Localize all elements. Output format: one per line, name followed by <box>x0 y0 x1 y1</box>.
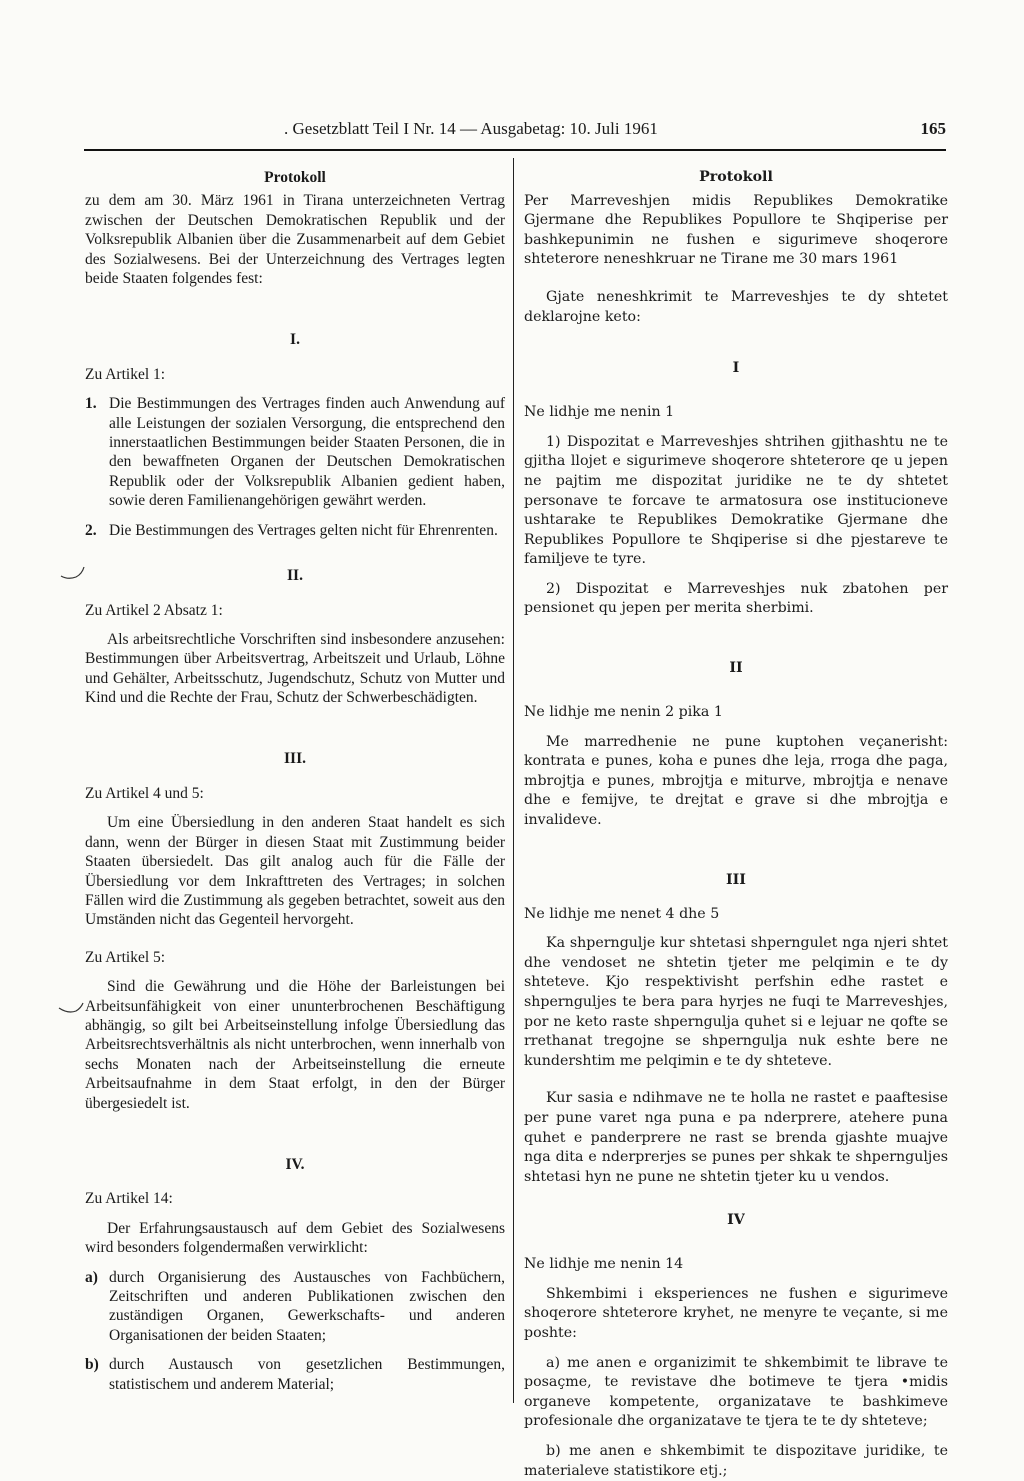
section-text-3: Ka shperngulje kur shtetasi shperngulet nga njeri shtet dhe vendoset ne shtetin tjeter me pelqimin e te dy shteteve. Kjo respektivisht perfshin edhe rastet e shpernguljes te bera para hyrjes ne fuqi te Marreveshjes, por ne keto raste shperngulja quhet si e lejuar ne qofte se rrethanat tregojne se shperngulja nuk eshte bere ne kundershtim me pelqimin e te dy shteteve. <box>524 935 948 1069</box>
section-heading-2: Ne lidhje me nenin 2 pika 1 <box>524 704 723 721</box>
item-text: a) me anen e organizimit te shkembimit te librave te posaçme, te revistave dhe botimeve te tjera •midis organeve kompetente, organizatave te bashkimeve profesionale dhe organizatave te tjera te te dy shteteve; <box>524 1354 948 1430</box>
section-heading-1: Zu Artikel 1: <box>85 365 166 383</box>
section-heading-4: Zu Artikel 14: <box>85 1190 173 1208</box>
list-item <box>85 521 505 540</box>
item-text: 2) Dispozitat e Marreveshjes nuk zbatohen per pensionet qu jepen per merita sherbimi. <box>524 580 948 617</box>
header-rule <box>84 149 946 151</box>
list-item <box>85 394 505 510</box>
section-text-2: Me marredhenie ne pune kuptohen veçanerisht: kontrata e punes, koha e punes dhe leja, rroga dhe paga, mbrojtja e punes, mbrojtja e miturve, mbrojtja e nenave dhe e femijve, te drejtat e grave si dhe mbrojtja e invalideve. <box>524 733 948 828</box>
section-number-1: I. <box>290 330 300 348</box>
margin-mark-1 <box>60 566 86 580</box>
column-divider <box>513 158 514 1403</box>
section-heading-3: Zu Artikel 4 und 5: <box>85 784 204 802</box>
margin-mark-2 <box>58 1002 84 1016</box>
section-number-3: III <box>726 871 746 888</box>
list-item <box>85 1355 505 1394</box>
section-number-4: IV. <box>285 1155 305 1173</box>
protocol-intro: zu dem am 30. März 1961 in Tirana unterzeichneten Vertrag zwischen der Deutschen Demokratischen Republik und der Volksrepublik Albanien über die Zusammenarbeit auf dem Gebiet des Sozialwesens. Bei der Unterzeichnung des Vertrages legten beide Staaten folgendes fest: <box>85 192 505 288</box>
protocol-intro: Per Marreveshjen midis Republikes Demokratike Gjermane dhe Republikes Popullore te Shqiperise per bashkepunimin ne fushen e sigurimeve shoqerore shteterore neneshkruar ne Tirane me 30 mars 1961 <box>524 192 948 268</box>
section-number-1: I <box>732 360 740 377</box>
section-number-4: IV <box>727 1212 745 1229</box>
section-heading-3: Ne lidhje me nenet 4 dhe 5 <box>524 905 720 922</box>
section-heading-1: Ne lidhje me nenin 1 <box>524 404 675 421</box>
item-text: durch Organisierung des Austausches von Fachbüchern, Zeitschriften und anderen Publikationen zwischen den zuständigen Organen, Gewerkschafts- und anderen Organisationen der beiden Staaten; <box>109 1268 505 1344</box>
item-number: 1. <box>85 395 97 413</box>
list-item <box>85 1268 505 1346</box>
section-number-2: II. <box>287 566 303 584</box>
item-letter: b) <box>85 1356 99 1374</box>
section-number-2: II <box>729 660 743 677</box>
section-text-4: Der Erfahrungsaustausch auf dem Gebiet des Sozialwesens wird besonders folgendermaßen verwirklicht: <box>85 1219 505 1257</box>
running-header: . Gesetzblatt Teil I Nr. 14 — Ausgabetag: 10. Juli 1961 <box>284 119 658 138</box>
section-heading-2: Zu Artikel 2 Absatz 1: <box>85 601 223 619</box>
section-text-4: Shkembimi i eksperiences ne fushen e sigurimeve shoqerore shteterore kryhet, ne menyre te veçante, si me poshte: <box>524 1285 948 1342</box>
item-text: b) me anen e shkembimit te dispozitave juridike, te materialeve statistikore etj.; <box>524 1443 948 1479</box>
section-heading-4: Ne lidhje me nenin 14 <box>524 1256 684 1273</box>
protocol-title: Protokoll <box>264 169 326 186</box>
protocol-lead: Gjate neneshkrimit te Marreveshjes te dy shtetet deklarojne keto: <box>524 288 948 325</box>
german-column <box>85 168 505 1394</box>
item-text: 1) Dispozitat e Marreveshjes shtrihen gjithashtu ne te gjitha llojet e sigurimeve shoqerore shteterore qe u jepen ne pajtim me dispozitat juridike ne te dy shtetet personave te forcave te armatosura ose institucioneve ushtarake te Republikes Demokratike Gjermane dhe Republikes Popullore te Shqiperise si dhe pjestareve te familjeve te tyre. <box>524 433 948 568</box>
item-letter: a) <box>85 1268 98 1286</box>
item-text: durch Austausch von gesetzlichen Bestimmungen, statistischem und anderem Material; <box>109 1356 505 1393</box>
item-number: 2. <box>85 521 97 539</box>
page-number: 165 <box>920 119 946 138</box>
item-text: Die Bestimmungen des Vertrages finden auch Anwendung auf alle Leistungen der sozialen Versorgung, die entsprechend den innerstaatlichen Bestimmungen beider Staaten Personen, die in den bewaffneten Organen der Deutschen Demokratischen Republik oder der Volksrepublik Albanien gedient haben, sowie deren Familienangehörigen gewährt werden. <box>109 395 505 510</box>
item-text: Die Bestimmungen des Vertrages gelten nicht für Ehrenrenten. <box>109 521 498 539</box>
protocol-title: Protokoll <box>699 169 773 185</box>
section-heading-3b: Zu Artikel 5: <box>85 948 166 966</box>
albanian-column <box>524 168 948 1481</box>
section-text-3b: Kur sasia e ndihmave ne te holla ne rastet e paaftesise per pune varet nga puna e pa nderprere, atehere puna quhet e panderprere ne rast se brenda gjashte muajve nga dita e nderprerjes se punes per shkak te shperngulјes shtetasi hyn ne pune ne shtetin tjeter ku u vendos. <box>524 1090 948 1185</box>
section-text-3: Um eine Übersiedlung in den anderen Staat handelt es sich dann, wenn der Bürger in diesen Staat mit Zustimmung beider Staaten übersiedelt. Das gilt analog auch für die Fälle der Übersiedlung vor dem Inkrafttreten des Vertrages; in solchen Fällen wird die Zustimmung als gegeben betrachtet, soweit aus den Umständen nicht das Gegenteil hervorgeht. <box>85 814 505 929</box>
section-text-2: Als arbeitsrechtliche Vorschriften sind insbesondere anzusehen: Bestimmungen über Arbeitsvertrag, Arbeitszeit und Urlaub, Löhne und Gehälter, Arbeitsschutz, Jugendschutz, Schutz von Mutter und Kind und die Rechte der Frau, Schutz der Schwerbeschädigten. <box>85 630 505 707</box>
section-number-3: III. <box>284 750 306 768</box>
section-text-3b: Sind die Gewährung und die Höhe der Barleistungen bei Arbeitsunfähigkeit von einer ununterbrochenen Beschäftigung abhängig, so gilt bei Arbeitseinstellung infolge Übersiedlung das Arbeitsrechtsverhältnis als nicht unterbrochen, wenn innerhalb von sechs Monaten nach der Arbeitseinstellung die erneute Arbeitsaufnahme in dem Staat erfolgt, in den der Bürger übergesiedelt ist. <box>85 978 505 1112</box>
